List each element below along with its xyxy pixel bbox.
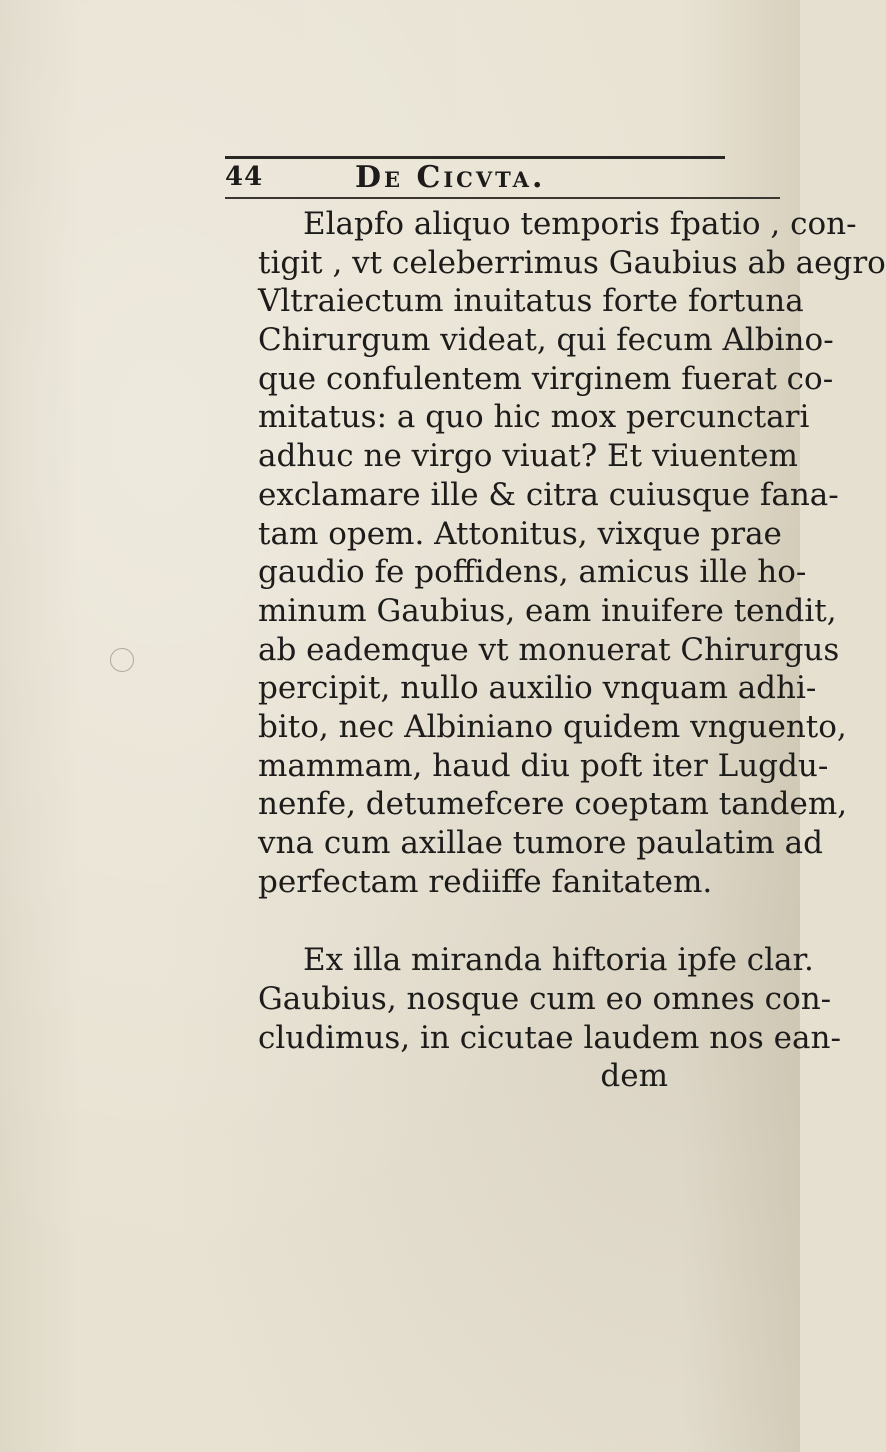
text-line: cludimus, in cicutae laudem nos ean- — [258, 1019, 841, 1056]
text-line: mammam, haud diu poft iter Lugdu- — [258, 747, 829, 784]
paragraph-1 — [258, 205, 886, 901]
text-line: vna cum axillae tumore paulatim ad — [258, 825, 823, 861]
text-line: Ex illa miranda hiftoria ipfe clar. — [303, 942, 814, 979]
text-line: Chirurgum videat, qui fecum Albino- — [258, 322, 834, 359]
text-line: nenfe, detumefcere coeptam tandem, — [258, 786, 848, 823]
paragraph-2 — [258, 941, 841, 1096]
text-line: mitatus: a quo hic mox percunctari — [258, 399, 810, 436]
text-line: tam opem. Attonitus, vixque prae — [258, 515, 782, 552]
page-header — [225, 160, 745, 196]
header-underline-rule — [225, 197, 780, 199]
text-line: ab eademque vt monuerat Chirurgus — [258, 631, 840, 668]
text-line: Gaubius, nosque cum eo omnes con- — [258, 981, 832, 1018]
paragraph-gap — [258, 901, 778, 941]
text-line: gaudio fe poffidens, amicus ille ho- — [258, 554, 807, 591]
page-number: 44 — [225, 162, 264, 192]
text-line: perfectam rediiffe fanitatem. — [258, 863, 713, 900]
catchword: dem — [600, 1058, 668, 1095]
text-line: tigit , vt celeberrimus Gaubius ab aegro — [258, 244, 886, 281]
text-line: que confulentem virginem fuerat co- — [258, 360, 834, 397]
margin-stain — [110, 648, 134, 672]
running-head: De Cicvta. — [355, 160, 546, 195]
body-text — [258, 205, 886, 1096]
text-line: adhuc ne virgo viuat? Et viuentem — [258, 438, 798, 475]
header-rule — [225, 156, 725, 159]
text-line: minum Gaubius, eam inuifere tendit, — [258, 592, 837, 629]
text-line: percipit, nullo auxilio vnquam adhi- — [258, 670, 817, 707]
text-line: exclamare ille & citra cuiusque fana- — [258, 476, 839, 513]
text-line: bito, nec Albiniano quidem vnguento, — [258, 708, 847, 745]
text-line: Elapfo aliquo temporis fpatio , con- — [303, 206, 857, 242]
text-line: Vltraiectum inuitatus forte fortuna — [258, 283, 804, 320]
